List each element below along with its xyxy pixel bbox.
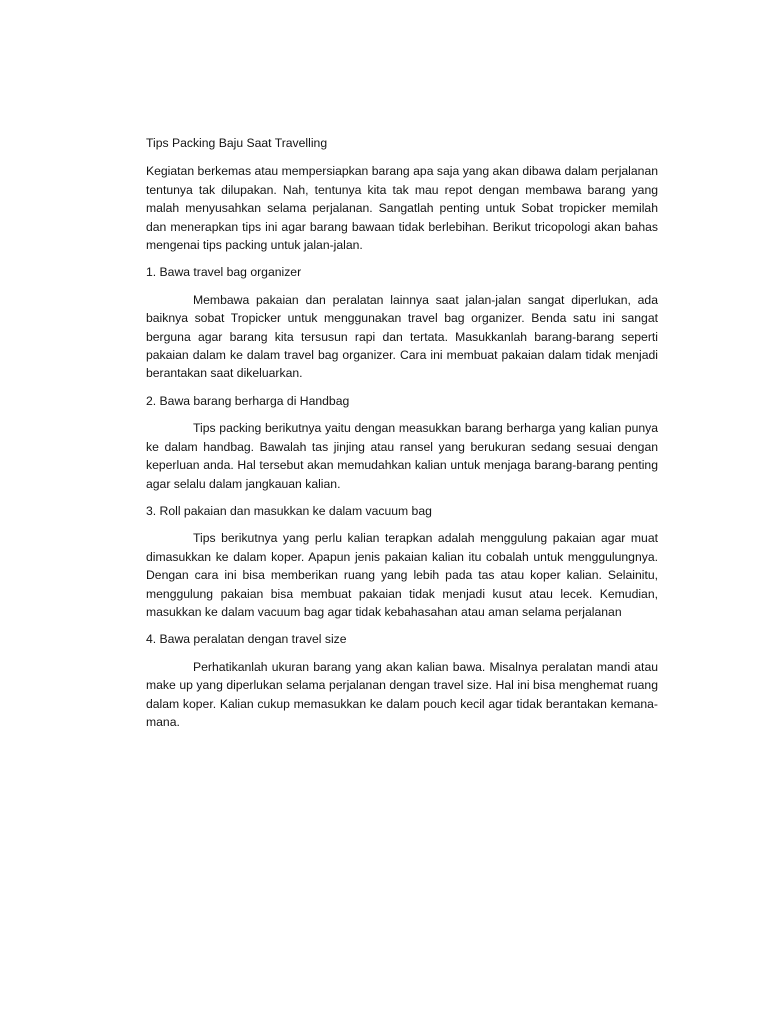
intro-paragraph: Kegiatan berkemas atau mempersiapkan barang apa saja yang akan dibawa dalam perjalanan tentunya tak dilupakan. Nah, tentunya kita tak mau repot dengan membawa barang yang malah menyusahkan selama perjalanan. Sangatlah penting untuk Sobat tropicker memilah dan menerapkan tips ini agar barang bawaan tidak berlebihan. Berikut tricopologi akan bahas mengenai tips packing untuk jalan-jalan.	[146, 164, 658, 253]
section-heading-1: 1. Bawa travel bag organizer	[146, 265, 302, 280]
section-heading-4: 4. Bawa peralatan dengan travel size	[146, 632, 347, 647]
section-body-2: Tips packing berikutnya yaitu dengan measukkan barang berharga yang kalian punya ke dalam handbag. Bawalah tas jinjing atau ransel yang berukuran sedang sesuai dengan keperluan anda. Hal tersebut akan memudahkan kalian untuk menjaga barang-barang penting agar selalu dalam jangkauan kalian.	[146, 421, 658, 491]
document-body	[146, 134, 658, 740]
section-body-4: Perhatikanlah ukuran barang yang akan kalian bawa. Misalnya peralatan mandi atau make up yang diperlukan selama perjalanan dengan travel size. Hal ini bisa menghemat ruang dalam koper. Kalian cukup memasukkan ke dalam pouch kecil agar tidak berantakan kemana-mana.	[146, 659, 658, 729]
section-body-3: Tips berikutnya yang perlu kalian terapkan adalah menggulung pakaian agar muat dimasukkan ke dalam koper. Apapun jenis pakaian kalian itu cobalah untuk menggulungnya. Dengan cara ini bisa memberikan ruang yang lebih pada tas atau koper kalian. Selainitu, menggulung pakaian bisa membuat pakaian tidak menjadi kusut atau lecek. Kemudian, masukkan ke dalam vacuum bag agar tidak kebahasahan atau aman selama perjalanan	[146, 531, 658, 619]
document-title: Tips Packing Baju Saat Travelling	[146, 136, 328, 150]
section-body-1: Membawa pakaian dan peralatan lainnya saat jalan-jalan sangat diperlukan, ada baiknya sobat Tropicker untuk menggunakan travel bag organizer. Benda satu ini sangat berguna agar barang kita tersusun rapi dan tertata. Masukkanlah barang-barang seperti pakaian dalam ke dalam travel bag organizer. Cara ini membuat pakaian dalam tidak menjadi berantakan saat dikeluarkan.	[146, 292, 658, 381]
section-heading-3: 3. Roll pakaian dan masukkan ke dalam vacuum bag	[146, 503, 432, 518]
section-heading-2: 2. Bawa barang berharga di Handbag	[146, 393, 350, 408]
